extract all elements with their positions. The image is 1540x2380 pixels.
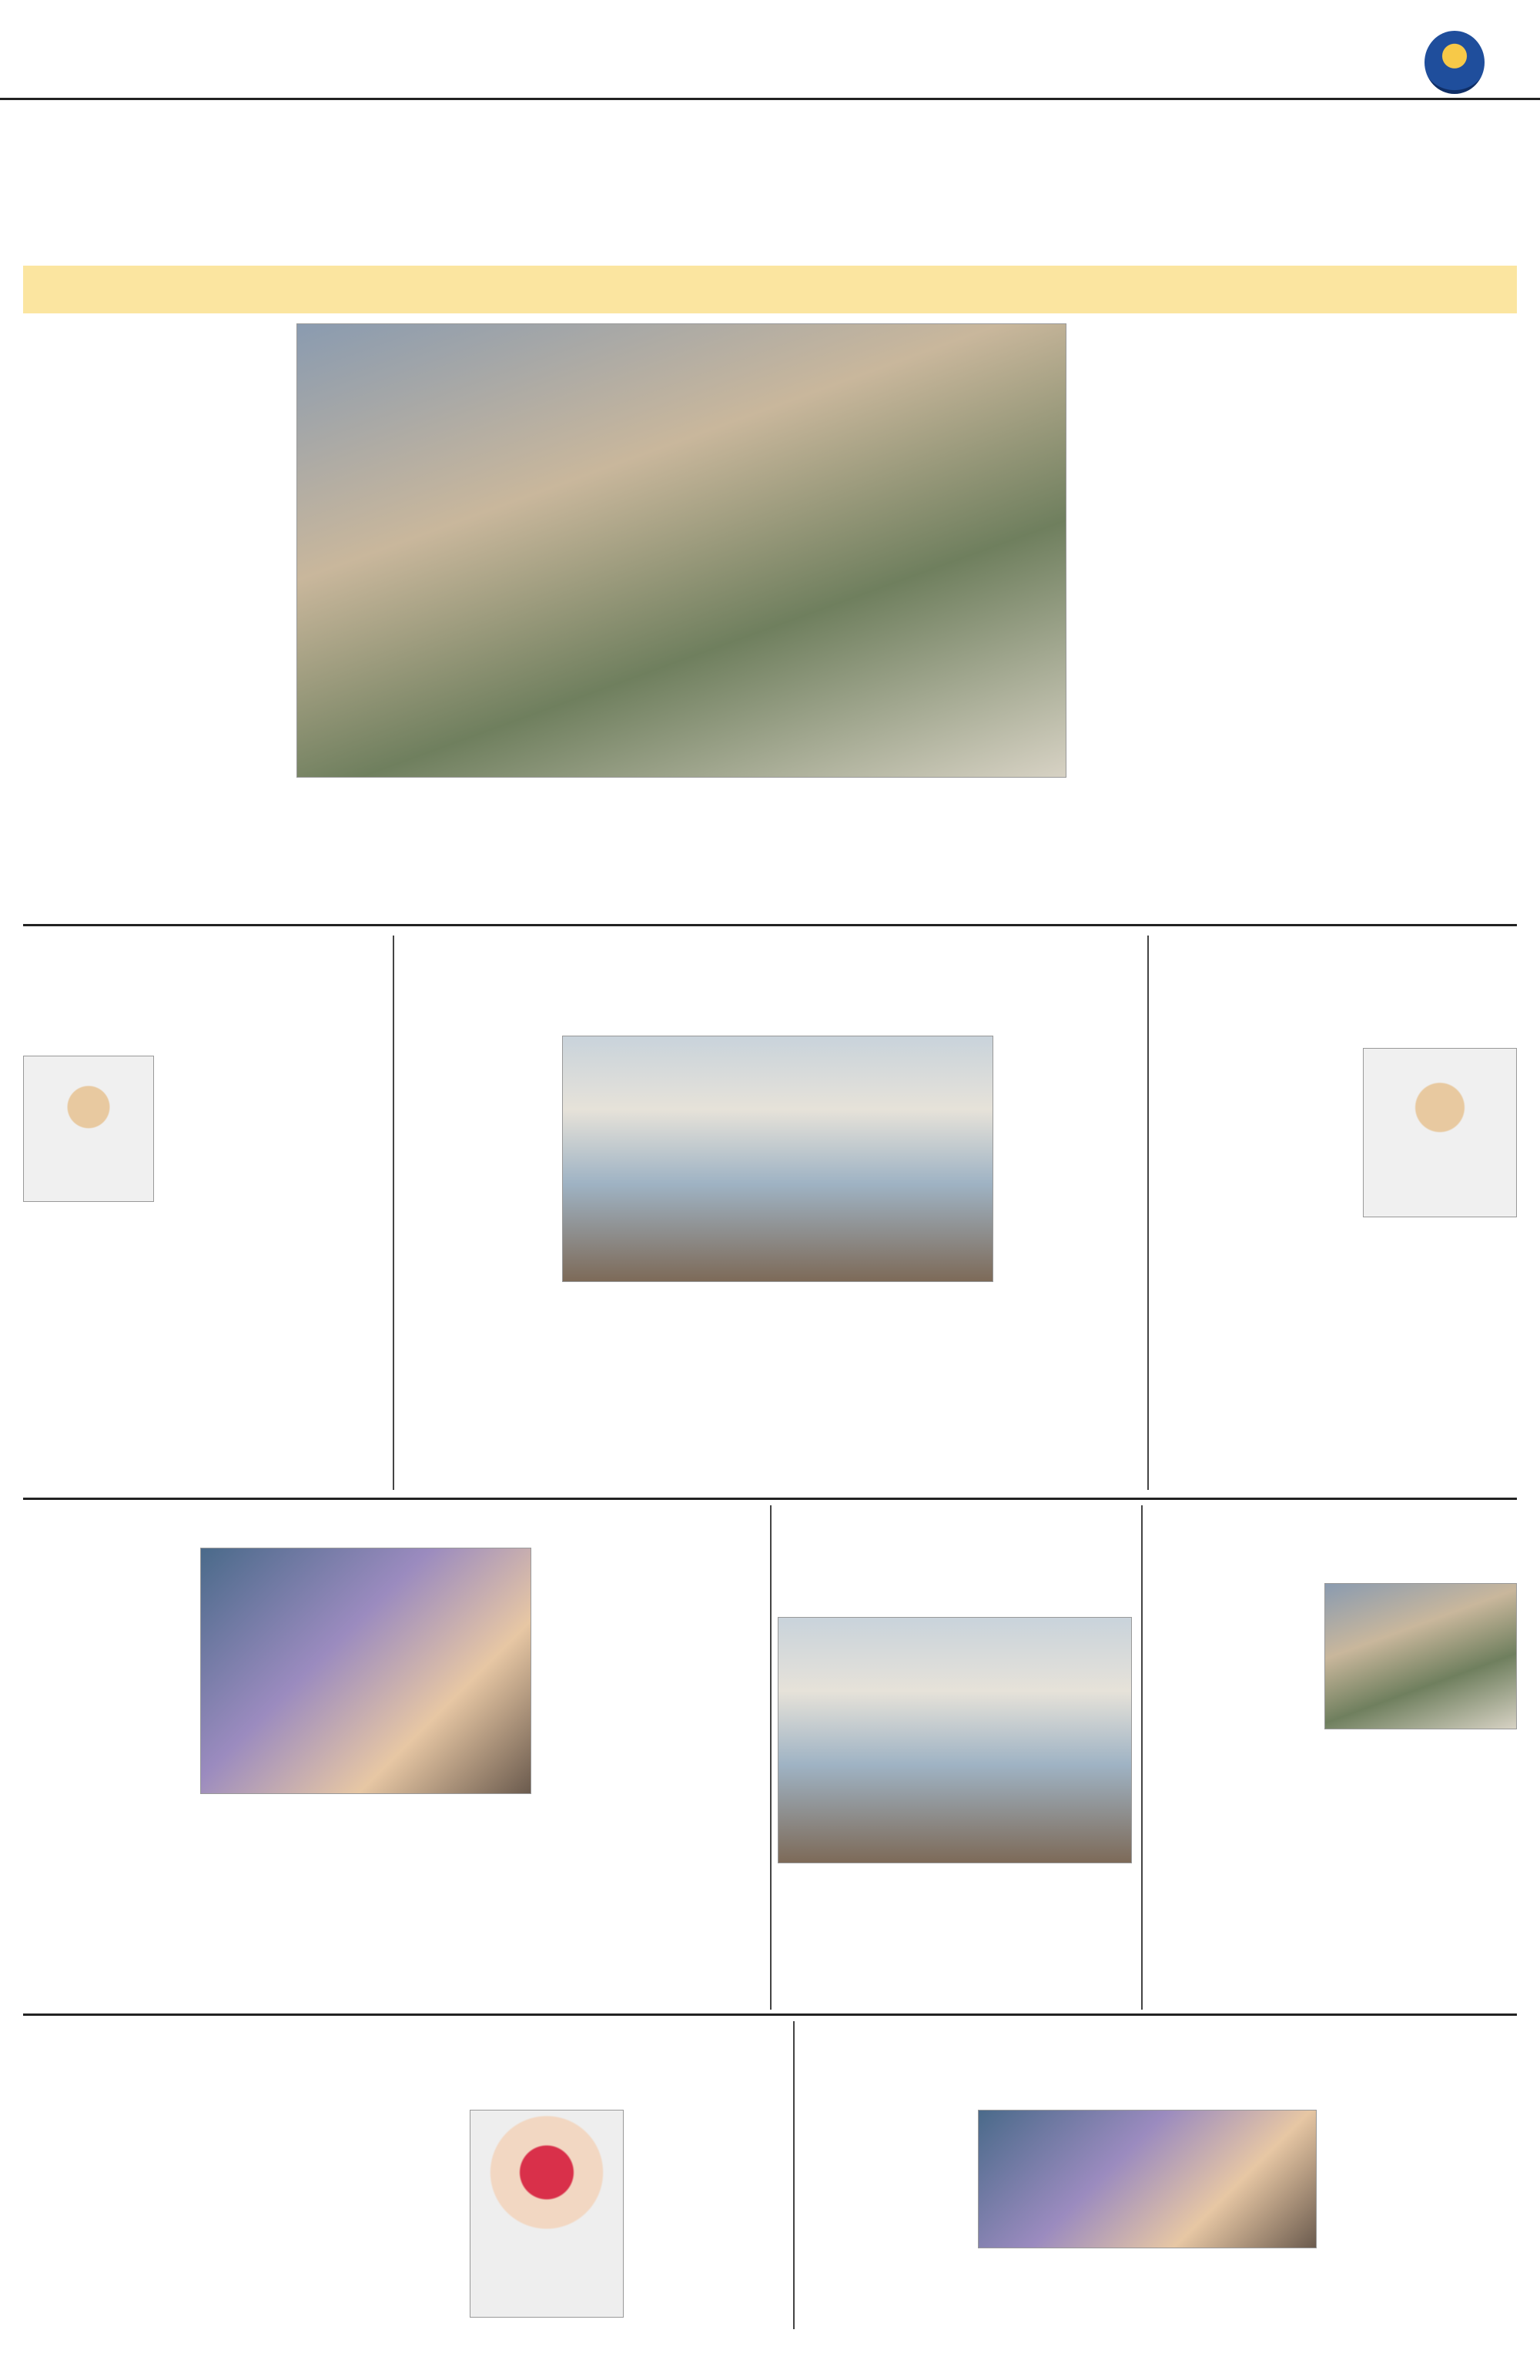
akal-story-cont [254, 2110, 462, 2318]
akal-portrait [470, 2110, 624, 2318]
police-photo [562, 1036, 993, 1282]
akal-story-side [631, 2110, 785, 2318]
akal-story [23, 2110, 246, 2318]
lead-column-2 [296, 785, 543, 916]
masthead [0, 0, 1540, 100]
lead-subheadline [23, 266, 1517, 313]
senior-story [1147, 1578, 1517, 2010]
divider [770, 1505, 772, 2010]
senior-photo [1324, 1583, 1517, 1729]
farmers-story-side [539, 1548, 762, 1794]
khalsa-photo [978, 2110, 1317, 2248]
school-story [23, 1051, 385, 1490]
police-story-cont [562, 1290, 1140, 1490]
mpsea-photo [778, 1617, 1132, 1863]
divider [1147, 936, 1149, 1490]
lead-column-4 [805, 785, 1066, 916]
mpsea-body [778, 1886, 1132, 2010]
farmers-story-cont [200, 1802, 762, 2010]
police-story [400, 1036, 554, 1490]
khalsa-story [801, 2110, 970, 2318]
khalsa-story-cont [978, 2252, 1317, 2318]
farmers-photo [200, 1548, 531, 1794]
divider [1141, 1505, 1143, 2010]
jormela-story [1155, 1043, 1517, 1490]
farmers-story [23, 1548, 192, 2010]
divider [23, 924, 1517, 926]
khalsa-story-side [1324, 2110, 1517, 2318]
lead-column-3 [551, 785, 797, 916]
lead-column-6 [1290, 323, 1517, 916]
divider [793, 2021, 795, 2329]
jormela-portrait [1363, 1048, 1517, 1217]
newspaper-logo-icon [1424, 31, 1485, 94]
lead-event-photo [296, 323, 1066, 778]
divider [23, 1498, 1517, 1500]
lead-column-5 [1074, 323, 1282, 916]
divider [393, 936, 394, 1490]
school-portrait [23, 1056, 154, 1202]
lead-column-1 [23, 323, 285, 916]
divider [23, 2013, 1517, 2016]
